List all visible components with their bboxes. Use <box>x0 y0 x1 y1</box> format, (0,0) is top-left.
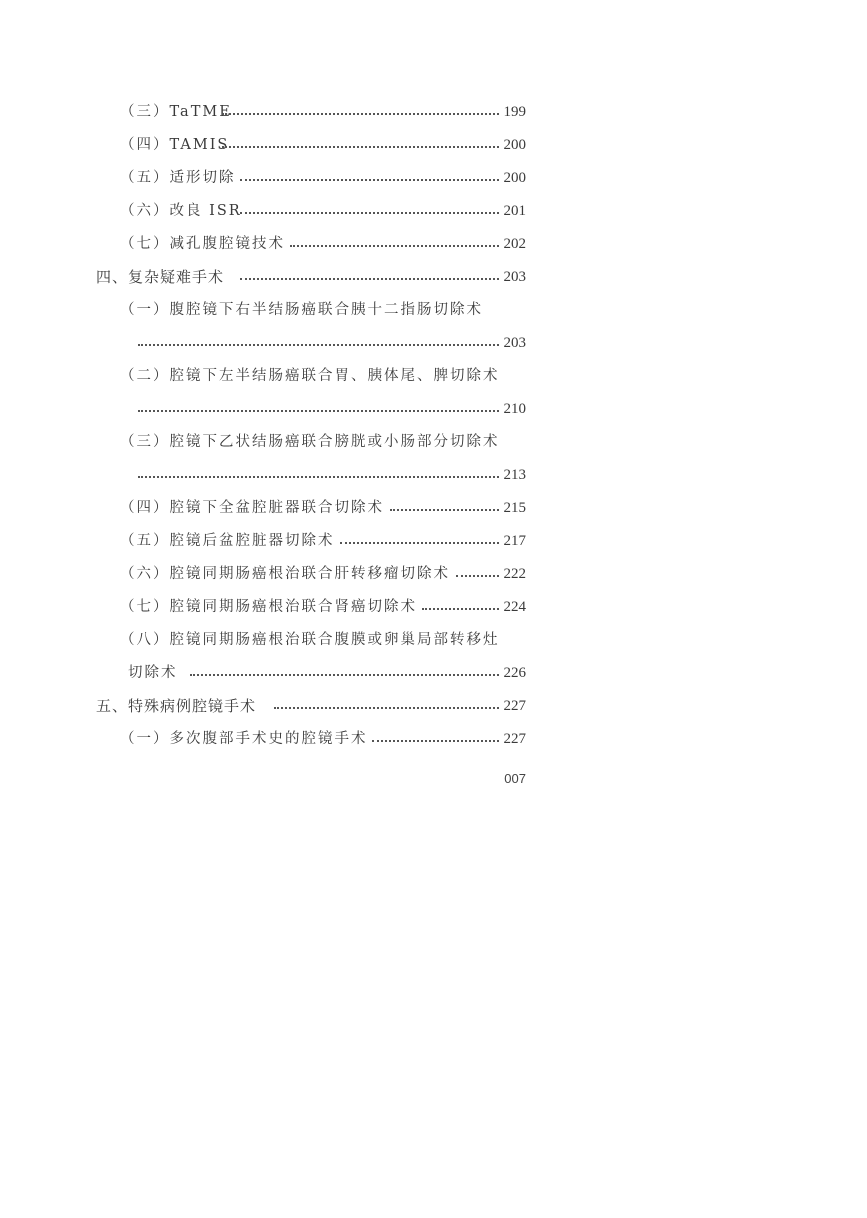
toc-page-number: 202 <box>503 236 526 252</box>
toc-page-number: 200 <box>503 170 526 186</box>
toc-entry[interactable] <box>0 135 867 168</box>
toc-leader-dots <box>422 608 499 610</box>
toc-leader-dots <box>456 575 499 577</box>
toc-entry[interactable] <box>0 498 867 531</box>
toc-section-title: 四、复杂疑难手术 <box>96 268 225 286</box>
toc-leader-dots <box>240 179 499 181</box>
toc-entry[interactable] <box>0 168 867 201</box>
toc-leader-dots <box>274 707 499 709</box>
toc-entry[interactable] <box>0 300 867 366</box>
toc-entry[interactable] <box>0 432 867 498</box>
toc-entry-title: （七）减孔腹腔镜技术 <box>120 236 285 252</box>
toc-leader-dots <box>372 740 499 742</box>
toc-page-number: 227 <box>503 731 526 747</box>
toc-entry[interactable] <box>0 201 867 234</box>
toc-entry-title-continuation: 切除术 <box>128 665 178 681</box>
toc-leader-dots <box>222 113 499 115</box>
toc-entry-title: （六）腔镜同期肠癌根治联合肝转移瘤切除术 <box>120 566 450 582</box>
toc-entry[interactable] <box>0 366 867 432</box>
toc-entry-title: （四）腔镜下全盆腔脏器联合切除术 <box>120 500 384 516</box>
toc-leader-dots <box>240 212 499 214</box>
toc-page-number: 200 <box>503 137 526 153</box>
toc-leader-dots <box>340 542 499 544</box>
toc-entry-title: （八）腔镜同期肠癌根治联合腹膜或卵巢局部转移灶 <box>120 632 500 648</box>
toc-entry[interactable] <box>0 630 867 696</box>
toc-entry-title: （一）腹腔镜下右半结肠癌联合胰十二指肠切除术 <box>120 302 483 318</box>
toc-page-number: 226 <box>503 665 526 681</box>
toc-entry[interactable] <box>0 564 867 597</box>
toc-entry-title: （五）腔镜后盆腔脏器切除术 <box>120 533 335 549</box>
toc-page-number: 213 <box>503 467 526 483</box>
toc-entry[interactable] <box>0 102 867 135</box>
toc-entry[interactable] <box>0 597 867 630</box>
toc-page-number: 199 <box>503 104 526 120</box>
toc-entry[interactable] <box>0 729 867 762</box>
toc-section-title: 五、特殊病例腔镜手术 <box>96 697 257 715</box>
toc-entry-title: （七）腔镜同期肠癌根治联合肾癌切除术 <box>120 599 417 615</box>
toc-leader-dots <box>138 476 499 478</box>
toc-entry-title: （三）腔镜下乙状结肠癌联合膀胱或小肠部分切除术 <box>120 434 500 450</box>
toc-page-number: 227 <box>503 698 526 714</box>
toc-leader-dots <box>138 410 499 412</box>
toc-page-number: 224 <box>503 599 526 615</box>
toc-entry-title: （五）适形切除 <box>120 170 236 186</box>
toc-page-number: 203 <box>503 335 526 351</box>
toc-entry-title: （三）TaTME <box>120 104 232 120</box>
toc-entry[interactable] <box>0 234 867 267</box>
toc-page-number: 222 <box>503 566 526 582</box>
toc-leader-dots <box>390 509 499 511</box>
toc-page-number: 201 <box>503 203 526 219</box>
toc-leader-dots <box>222 146 499 148</box>
toc-entry-title: （四）TAMIS <box>120 137 230 153</box>
toc-leader-dots <box>240 278 499 280</box>
toc-page-number: 210 <box>503 401 526 417</box>
toc-section-entry[interactable] <box>0 696 867 729</box>
toc-page-number: 217 <box>503 533 526 549</box>
toc-entry[interactable] <box>0 531 867 564</box>
page-number: 007 <box>504 771 526 786</box>
toc-entry-title: （一）多次腹部手术史的腔镜手术 <box>120 731 368 747</box>
toc-page-number: 203 <box>503 269 526 285</box>
toc-leader-dots <box>290 245 499 247</box>
toc-leader-dots <box>138 344 499 346</box>
toc-page-number: 215 <box>503 500 526 516</box>
toc-section-entry[interactable] <box>0 267 867 300</box>
toc-leader-dots <box>190 674 499 676</box>
toc-entry-title: （二）腔镜下左半结肠癌联合胃、胰体尾、脾切除术 <box>120 368 500 384</box>
toc-entry-title: （六）改良 ISR <box>120 203 242 219</box>
